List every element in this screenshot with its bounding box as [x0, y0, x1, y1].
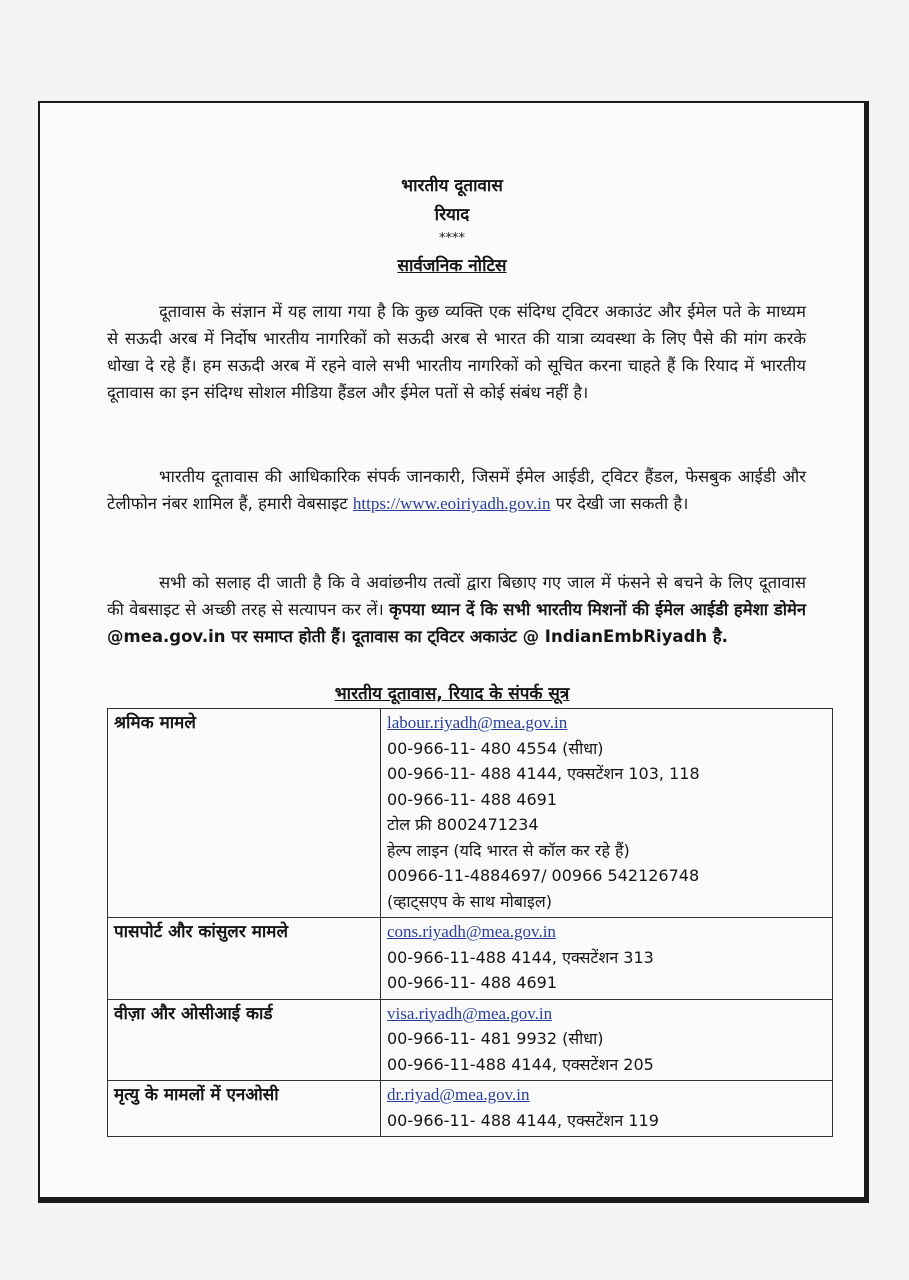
contact-line: टोल फ्री 8002471234: [387, 815, 539, 834]
contact-category: श्रमिक मामले: [108, 709, 381, 918]
paragraph-3-bold: कृपया ध्यान दें कि सभी भारतीय मिशनों की ईमेल आईडी हमेशा डोमेन @mea.gov.in पर समाप्त होती हैं। दूतावास का ट्विटर अकाउंट @ IndianEmbRiyadh है.: [107, 600, 806, 646]
contact-details: [381, 918, 833, 1000]
contact-email-link[interactable]: visa.riyadh@mea.gov.in: [387, 1003, 553, 1023]
contact-line: 00-966-11- 488 4691: [387, 789, 558, 809]
separator-stars: ****: [439, 231, 465, 246]
contact-line: 00-966-11- 480 4554 (सीधा): [387, 738, 604, 758]
contact-category: पासपोर्ट और कांसुलर मामले: [108, 918, 381, 1000]
table-row: [108, 999, 833, 1081]
contact-line: 00-966-11- 481 9932 (सीधा): [387, 1029, 604, 1048]
paragraph-1-text: दूतावास के संज्ञान में यह लाया गया है कि कुछ व्यक्ति एक संदिग्ध ट्विटर अकाउंट और ईमेल पते के माध्यम से सऊदी अरब में निर्दोष भारतीय नागरिकों को सऊदी अरब से भारत की यात्रा व्यवस्था के लिए पैसे की मांग करके धोखा दे रहे हैं। हम सऊदी अरब में रहने वाले सभी भारतीय नागरिकों को सूचित करना चाहते हैं कि रियाद में भारतीय दूतावास का इन संदिग्ध सोशल मीडिया हैंडल और ईमेल पतों से कोई संबंध नहीं है।: [107, 302, 806, 402]
contact-line: 00-966-11-488 4144, एक्सटेंशन 313: [387, 947, 654, 967]
table-row: [108, 918, 833, 1000]
contact-email-link[interactable]: dr.riyad@mea.gov.in: [387, 1085, 530, 1104]
table-row: [108, 709, 833, 918]
contact-details: [381, 1081, 833, 1137]
contact-details: [381, 999, 833, 1081]
paragraph-2-after: पर देखी जा सकती है।: [550, 494, 689, 513]
paragraph-1: [107, 298, 806, 406]
paragraph-3-normal: सभी को सलाह दी जाती है कि वे अवांछनीय तत्वों द्वारा बिछाए गए जाल में फंसने से बचने के लिए दूतावास की वेबसाइट से अच्छी तरह से सत्यापन कर लें।: [107, 573, 806, 619]
embassy-name: भारतीय दूतावास: [401, 176, 503, 196]
contacts-table: [107, 708, 833, 1137]
contact-email-link[interactable]: cons.riyadh@mea.gov.in: [387, 922, 556, 941]
notice-page: [38, 101, 869, 1203]
table-row: [108, 1081, 833, 1137]
contact-line: हेल्प लाइन (यदि भारत से कॉल कर रहे हैं): [387, 840, 630, 860]
contact-category: मृत्यु के मामलों में एनओसी: [108, 1081, 381, 1137]
contacts-table-title: भारतीय दूतावास, रियाद के संपर्क सूत्र: [334, 684, 570, 704]
paragraph-2-before: भारतीय दूतावास की आधिकारिक संपर्क जानकारी, जिसमें ईमेल आईडी, ट्विटर हैंडल, फेसबुक आईडी और टेलीफोन नंबर शामिल हैं, हमारी वेबसाइट: [107, 467, 806, 513]
city-name: रियाद: [434, 205, 470, 225]
contact-line: 00966-11-4884697/ 00966 542126748: [387, 866, 700, 885]
website-link[interactable]: https://www.eoiriyadh.gov.in: [352, 494, 551, 513]
notice-title: सार्वजनिक नोटिस: [397, 256, 507, 276]
contact-line: 00-966-11- 488 4144, एक्सटेंशन 103, 118: [387, 764, 700, 783]
contact-line: 00-966-11- 488 4691: [387, 973, 558, 992]
contact-line: 00-966-11- 488 4144, एक्सटेंशन 119: [387, 1110, 659, 1130]
contact-email-link[interactable]: labour.riyadh@mea.gov.in: [387, 713, 568, 732]
contact-line: 00-966-11-488 4144, एक्सटेंशन 205: [387, 1054, 654, 1074]
contact-category: वीज़ा और ओसीआई कार्ड: [108, 999, 381, 1081]
contact-line: (व्हाट्सएप के साथ मोबाइल): [387, 891, 552, 911]
paragraph-2: [107, 463, 806, 517]
contact-details: [381, 709, 833, 918]
paragraph-3: [107, 569, 806, 650]
